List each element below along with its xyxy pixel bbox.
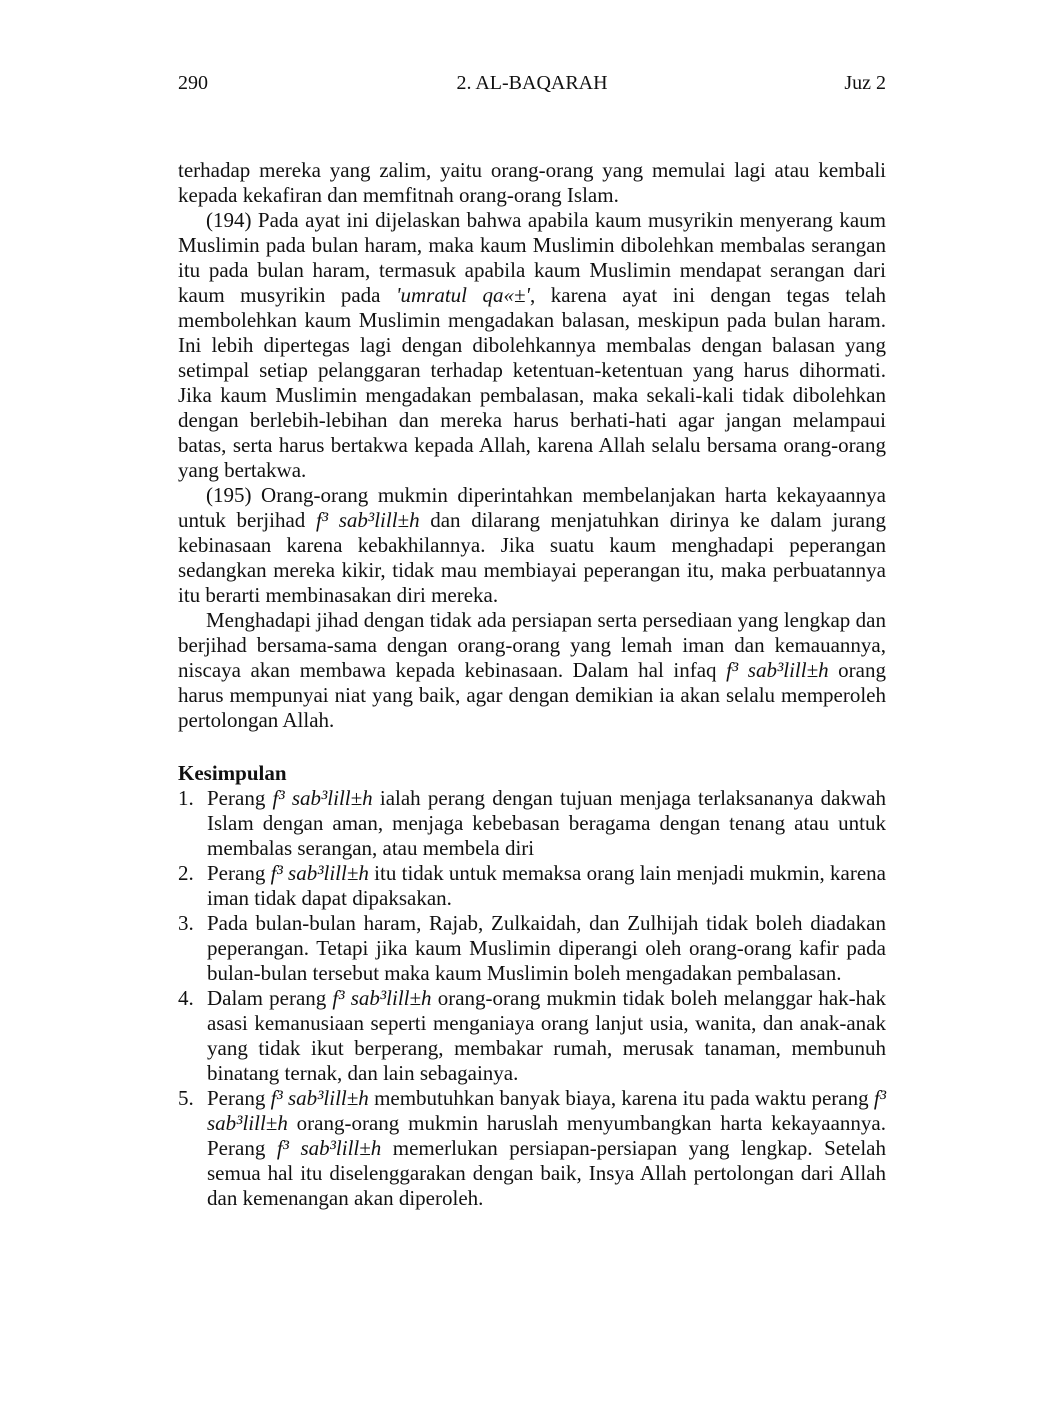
page-body [178, 158, 886, 1211]
juz-label: Juz 2 [844, 72, 886, 94]
conclusion-heading: Kesimpulan [178, 761, 287, 785]
conclusion-list [178, 786, 886, 1211]
paragraph-continuation: terhadap mereka yang zalim, yaitu orang-orang yang memulai lagi atau kembali kepada kekafiran dan memfitnah orang-orang Islam. [178, 158, 886, 207]
list-item: 1. Perang f³ sab³lill±h ialah perang dengan tujuan menjaga terlaksananya dakwah Islam dengan aman, menjaga kebebasan beragama dengan tenang atau untuk membalas serangan, atau membela diri [178, 786, 886, 860]
chapter-title: 2. AL-BAQARAH [456, 72, 608, 94]
paragraph-verse-195: (195) Orang-orang mukmin diperintahkan membelanjakan harta kekayaannya untuk berjihad f³ sab³lill±h dan dilarang menjatuhkan dirinya ke dalam jurang kebinasaan karena kebakhilannya. Jika suatu kaum menghadapi peperangan sedangkan mereka kikir, tidak mau membiayai peperangan itu, maka perbuatannya itu berarti membinasakan diri mereka. [178, 483, 887, 607]
paragraph-verse-194: (194) Pada ayat ini dijelaskan bahwa apabila kaum musyrikin menyerang kaum Muslimin pada bulan haram, maka kaum Muslimin dibolehkan membalas serangan itu pada bulan haram, termasuk apabila kaum Muslimin mendapat serangan dari kaum musyrikin pada 'umratul qa«±', karena ayat ini dengan tegas telah membolehkan kaum Muslimin mengadakan balasan, meskipun pada bulan haram. Ini lebih dipertegas lagi dengan dibolehkannya membalas dengan balasan yang setimpal setiap pelanggaran terhadap ketentuan-ketentuan yang harus dihormati. Jika kaum Muslimin mengadakan pembalasan, maka sekali-kali tidak dibolehkan dengan berlebih-lebihan dan mereka harus berhati-hati agar jangan melampaui batas, serta harus bertakwa kepada Allah, karena Allah selalu bersama orang-orang yang bertakwa. [178, 208, 887, 482]
list-item: 5. Perang f³ sab³lill±h membutuhkan banyak biaya, karena itu pada waktu perang f³ sab³lill±h orang-orang mukmin haruslah menyumbangkan harta kekayaannya. Perang f³ sab³lill±h memerlukan persiapan-persiapan yang lengkap. Setelah semua hal itu diselenggarakan dengan baik, Insya Allah pertolongan dari Allah dan kemenangan akan diperoleh. [178, 1086, 887, 1210]
page-header [178, 72, 886, 100]
list-item: 2. Perang f³ sab³lill±h itu tidak untuk memaksa orang lain menjadi mukmin, karena iman tidak dapat dipaksakan. [178, 861, 886, 910]
list-item: 4. Dalam perang f³ sab³lill±h orang-orang mukmin tidak boleh melanggar hak-hak asasi kemanusiaan seperti menganiaya orang lanjut usia, wanita, dan anak-anak yang tidak ikut berperang, membakar rumah, merusak tanaman, membunuh binatang ternak, dan lain sebagainya. [178, 986, 886, 1085]
paragraph-jihad: Menghadapi jihad dengan tidak ada persiapan serta persediaan yang lengkap dan berjihad bersama-sama dengan orang-orang yang lemah iman dan kemauannya, niscaya akan membawa kepada kebinasaan. Dalam hal infaq f³ sab³lill±h orang harus mempunyai niat yang baik, agar dengan demikian ia akan selalu memperoleh pertolongan Allah. [178, 608, 886, 732]
page-number: 290 [178, 72, 208, 94]
list-item: 3. Pada bulan-bulan haram, Rajab, Zulkaidah, dan Zulhijah tidak boleh diadakan peperangan. Tetapi jika kaum Muslimin diperangi oleh orang-orang kafir pada bulan-bulan tersebut maka kaum Muslimin boleh mengadakan pembalasan. [178, 911, 886, 985]
